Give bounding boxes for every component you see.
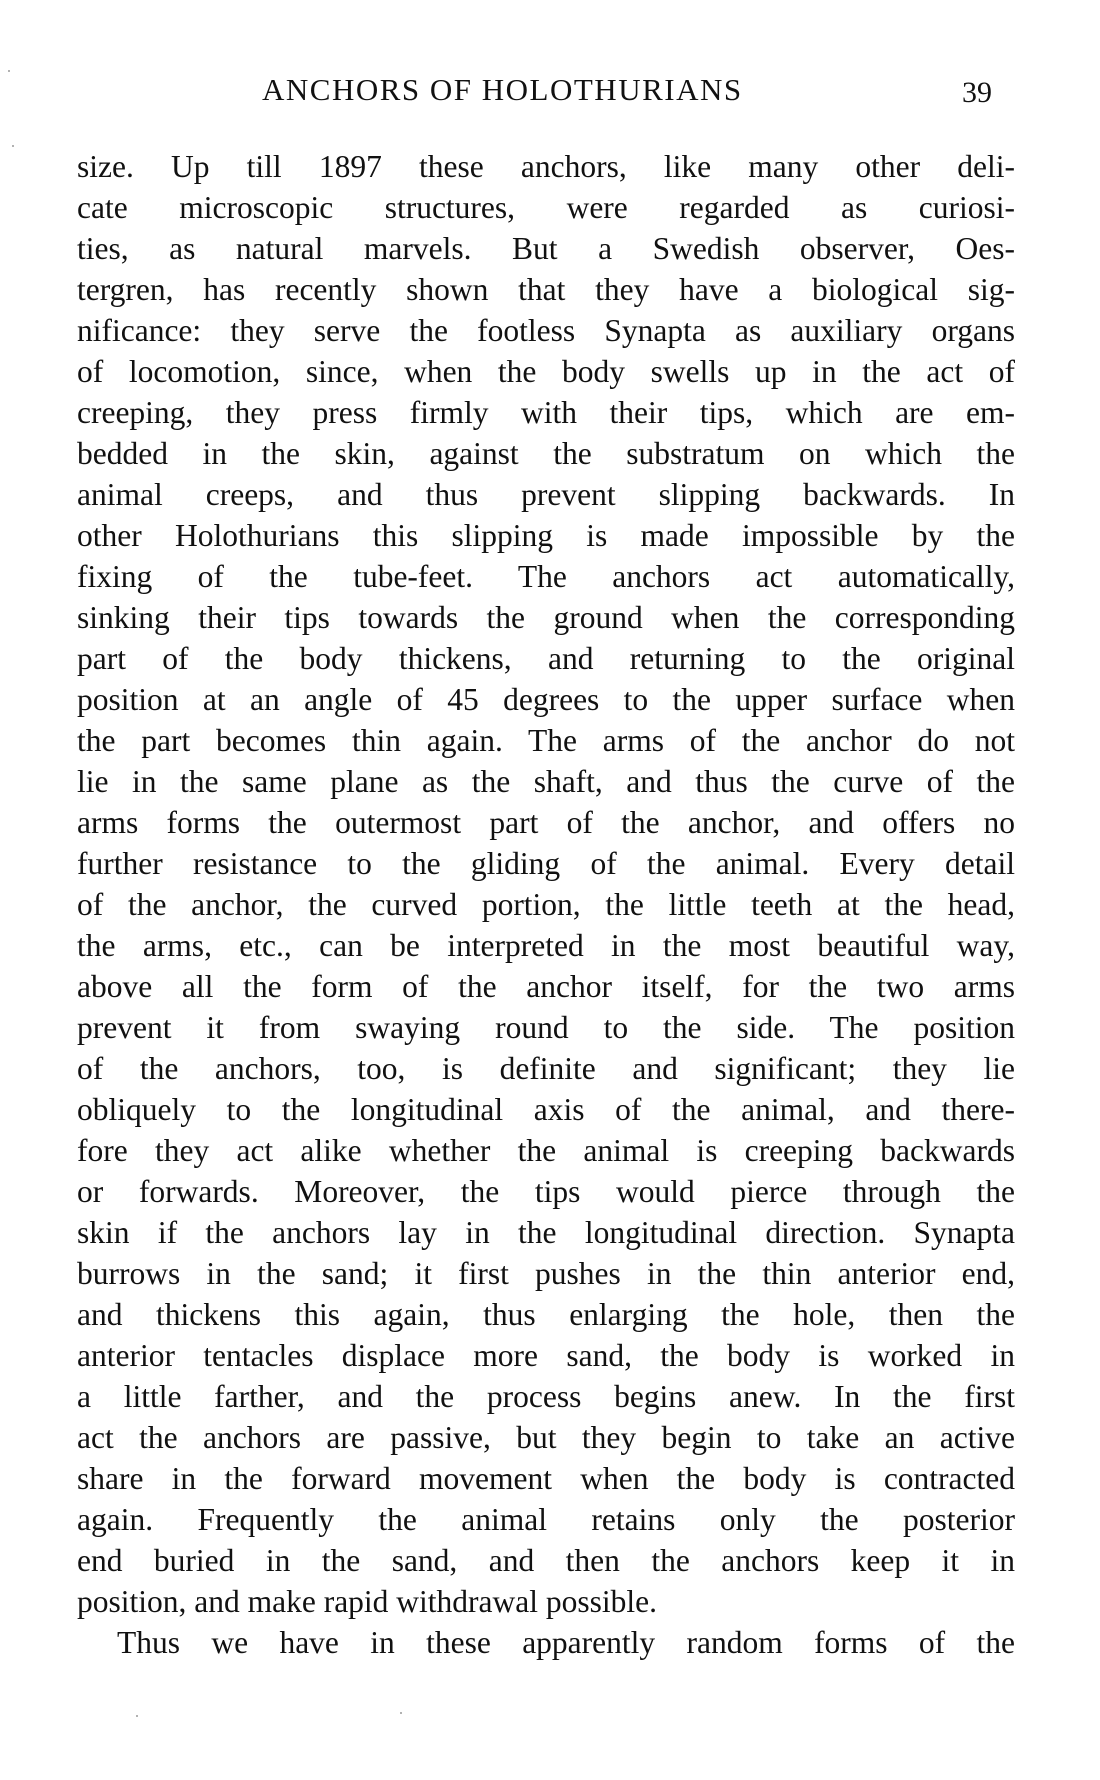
scan-speck <box>12 145 14 147</box>
text-line: prevent it from swaying round to the side. The position <box>77 1010 1015 1045</box>
text-line: Thus we have in these apparently random forms of the <box>117 1625 1015 1660</box>
text-line: again. Frequently the animal retains only the posterior <box>77 1502 1015 1537</box>
text-line: bedded in the skin, against the substratum on which the <box>77 436 1015 471</box>
text-line: nificance: they serve the footless Synapta as auxiliary organs <box>77 313 1015 348</box>
text-line: cate microscopic structures, were regarded as curiosi- <box>77 190 1015 225</box>
paragraph <box>77 1622 1015 1663</box>
text-line: of locomotion, since, when the body swells up in the act of <box>77 354 1015 389</box>
text-line: animal creeps, and thus prevent slipping backwards. In <box>77 477 1015 512</box>
text-line: ties, as natural marvels. But a Swedish observer, Oes- <box>77 231 1015 266</box>
text-line: anterior tentacles displace more sand, the body is worked in <box>77 1338 1015 1373</box>
text-line: obliquely to the longitudinal axis of the animal, and there- <box>77 1092 1015 1127</box>
text-line: other Holothurians this slipping is made impossible by the <box>77 518 1015 553</box>
text-line: lie in the same plane as the shaft, and thus the curve of the <box>77 764 1015 799</box>
text-line: or forwards. Moreover, the tips would pierce through the <box>77 1174 1015 1209</box>
text-line: creeping, they press firmly with their tips, which are em- <box>77 395 1015 430</box>
text-line: sinking their tips towards the ground when the corresponding <box>77 600 1015 635</box>
text-line: skin if the anchors lay in the longitudinal direction. Synapta <box>77 1215 1015 1250</box>
text-line: position at an angle of 45 degrees to the upper surface when <box>77 682 1015 717</box>
text-line: of the anchors, too, is definite and significant; they lie <box>77 1051 1015 1086</box>
text-line: position, and make rapid withdrawal possible. <box>77 1584 658 1619</box>
text-line: the arms, etc., can be interpreted in the most beautiful way, <box>77 928 1015 963</box>
text-line: part of the body thickens, and returning to the original <box>77 641 1015 676</box>
text-line: and thickens this again, thus enlarging the hole, then the <box>77 1297 1015 1332</box>
paragraph <box>77 146 1015 1622</box>
text-line: above all the form of the anchor itself, for the two arms <box>77 969 1015 1004</box>
text-line: size. Up till 1897 these anchors, like many other deli- <box>77 149 1015 184</box>
text-line: further resistance to the gliding of the animal. Every detail <box>77 846 1015 881</box>
text-line: a little farther, and the process begins anew. In the first <box>77 1379 1015 1414</box>
running-title: ANCHORS OF HOLOTHURIANS <box>262 72 743 107</box>
text-line: the part becomes thin again. The arms of the anchor do not <box>77 723 1015 758</box>
scan-speck <box>136 1715 138 1717</box>
scan-speck <box>8 70 10 72</box>
scan-speck <box>400 1712 402 1714</box>
body-text <box>77 146 1015 1663</box>
text-line: share in the forward movement when the body is contracted <box>77 1461 1015 1496</box>
text-line: tergren, has recently shown that they have a biological sig- <box>77 272 1015 307</box>
text-line: burrows in the sand; it first pushes in the thin anterior end, <box>77 1256 1015 1291</box>
running-head <box>0 72 1100 112</box>
text-line: arms forms the outermost part of the anchor, and offers no <box>77 805 1015 840</box>
text-line: of the anchor, the curved portion, the little teeth at the head, <box>77 887 1015 922</box>
text-line: fixing of the tube-feet. The anchors act automatically, <box>77 559 1015 594</box>
text-line: end buried in the sand, and then the anchors keep it in <box>77 1543 1015 1578</box>
page-number: 39 <box>962 76 992 109</box>
text-line: act the anchors are passive, but they begin to take an active <box>77 1420 1015 1455</box>
text-line: fore they act alike whether the animal is creeping backwards <box>77 1133 1015 1168</box>
